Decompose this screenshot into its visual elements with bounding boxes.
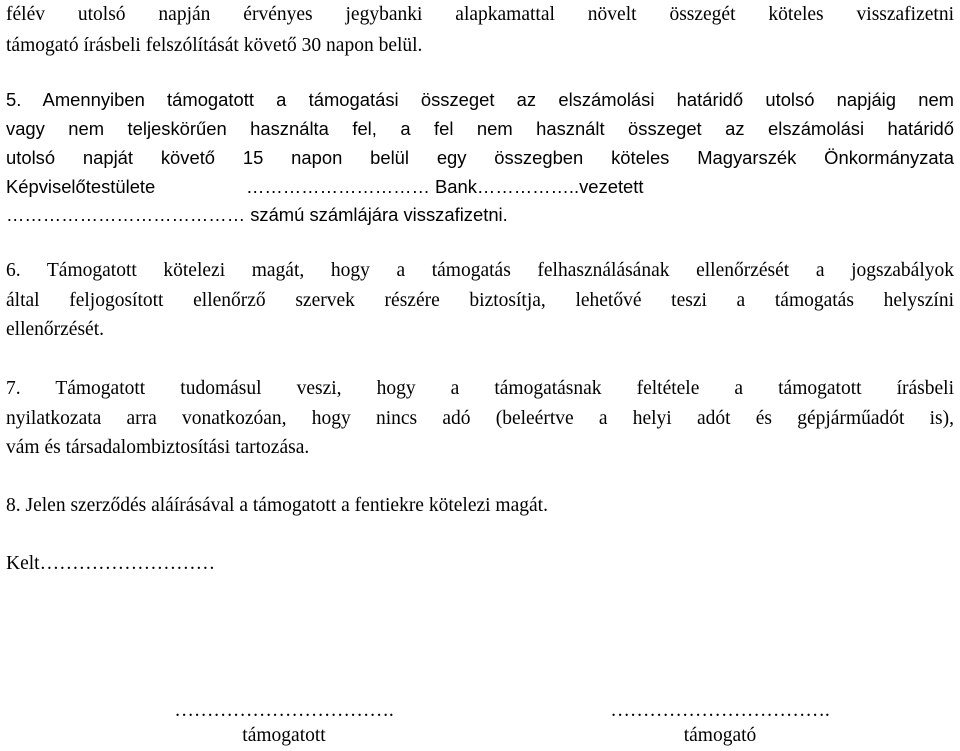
paragraph-5-line-5: ………………………………… számú számlájára visszafizetni. — [6, 204, 508, 225]
signature-right-label: támogató — [683, 725, 757, 746]
paragraph-5-line-2: vagy nem teljeskörűen használta fel, a fel nem használt összeget az elszámolási határidő — [6, 118, 954, 139]
date-place-line: Kelt……………………… — [6, 553, 216, 574]
paragraph-6-line-1: 6. Támogatott kötelezi magát, hogy a támogatás felhasználásának ellenőrzését a jogszabályok — [6, 260, 954, 281]
signature-left-dots: ……………………………. — [174, 700, 394, 721]
paragraph-7-line-2: nyilatkozata arra vonatkozóan, hogy nincs adó (beleértve a helyi adót és gépjárműadót is), — [6, 408, 954, 429]
council-name: Képviselőtestülete — [6, 176, 156, 197]
signature-right-dots: ……………………………. — [610, 700, 830, 721]
paragraph-5-line-1: 5. Amennyiben támogatott a támogatási összeget az elszámolási határidő utolsó napjáig nem — [6, 89, 954, 110]
paragraph-5-line-3: utolsó napját követő 15 napon belül egy összegben köteles Magyarszék Önkormányzata — [6, 147, 954, 168]
paragraph-7-line-3: vám és társadalombiztosítási tartozása. — [6, 437, 310, 458]
bank-blank: ………………………… Bank……………..vezetett — [246, 176, 644, 197]
paragraph-6-line-2: által feljogosított ellenőrző szervek részére biztosítja, lehetővé teszi a támogatás helyszíni — [6, 290, 954, 311]
paragraph-6-line-3: ellenőrzését. — [6, 319, 104, 340]
paragraph-4-line-1: félév utolsó napján érvényes jegybanki alapkamattal növelt összegét köteles visszafizetni — [6, 4, 954, 25]
paragraph-4-line-2: támogató írásbeli felszólítását követő 30 napon belül. — [6, 35, 423, 56]
signature-left-label: támogatott — [242, 725, 326, 746]
paragraph-7-line-1: 7. Támogatott tudomásul veszi, hogy a támogatásnak feltétele a támogatott írásbeli — [6, 378, 954, 399]
paragraph-8-line-1: 8. Jelen szerződés aláírásával a támogatott a fentiekre kötelezi magát. — [6, 495, 548, 516]
paragraph-5-line-4 — [6, 172, 954, 202]
